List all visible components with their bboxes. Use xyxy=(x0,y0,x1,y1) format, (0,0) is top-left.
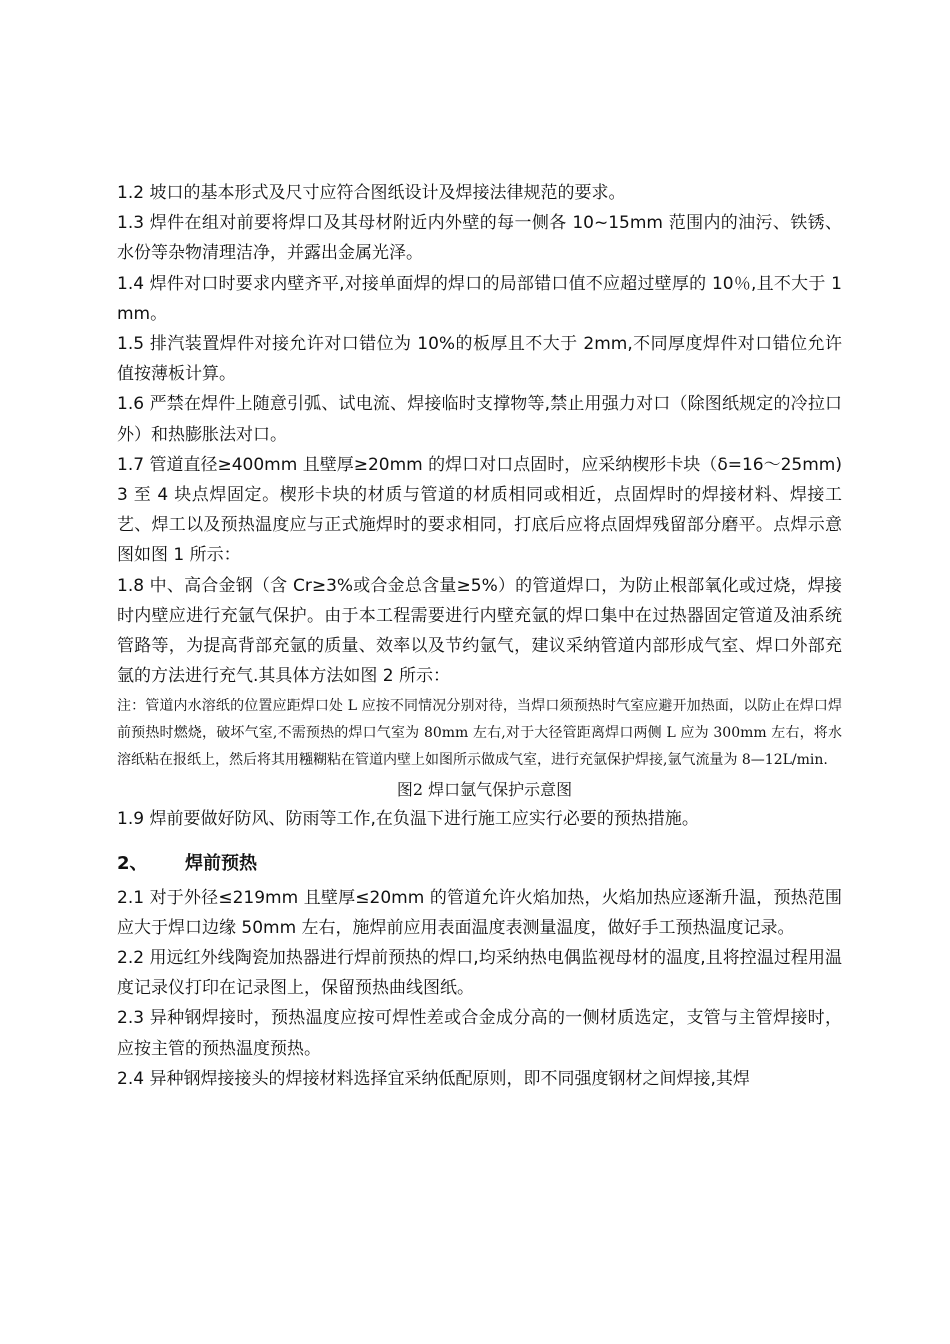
figure-caption: 图2 焊口氩气保护示意图 xyxy=(396,780,573,800)
paragraph-1-3: 1.3 焊件在组对前要将焊口及其母材附近内外壁的每一侧各 10~15mm 范围内的油污、铁锈、水份等杂物清理洁净，并露出金属光泽。 xyxy=(117,213,842,264)
section-title: 焊前预热 xyxy=(185,852,257,874)
note-paragraph: 注：管道内水溶纸的位置应距焊口处 L 应按不同情况分别对待，当焊口须预热时气室应避开加热面，以防止在焊口焊前预热时燃烧，破坏气室,不需预热的焊口气室为 80mm 左右,对于大径管距离焊口两侧 L 应为 300mm 左右，将水溶纸粘在报纸上，然后将其用糨糊粘在管道内壁上如图所示做成气室，进行充氩保护焊接,氩气流量为 8—12L/min. xyxy=(117,698,842,769)
paragraph-2-3: 2.3 异种钢焊接时，预热温度应按可焊性差或合金成分高的一侧材质选定，支管与主管焊接时，应按主管的预热温度预热。 xyxy=(117,1008,842,1059)
section-heading xyxy=(117,849,842,879)
paragraph-2-4: 2.4 异种钢焊接接头的焊接材料选择宜采纳低配原则，即不同强度钢材之间焊接,其焊 xyxy=(117,1068,750,1089)
paragraph-1-4: 1.4 焊件对口时要求内壁齐平,对接单面焊的焊口的局部错口值不应超过壁厚的 10％,且不大于 1mm。 xyxy=(117,273,842,324)
paragraph-2-1: 2.1 对于外径≤219mm 且壁厚≤20mm 的管道允许火焰加热，火焰加热应逐渐升温，预热范围应大于焊口边缘 50mm 左右，施焊前应用表面温度表测量温度，做好手工预热温度记录。 xyxy=(117,887,842,938)
paragraph-1-5: 1.5 排汽装置焊件对接允许对口错位为 10%的板厚且不大于 2mm,不同厚度焊件对口错位允许值按薄板计算。 xyxy=(117,334,842,385)
paragraph-2-2: 2.2 用远红外线陶瓷加热器进行焊前预热的焊口,均采纳热电偶监视母材的温度,且将控温过程用温度记录仪打印在记录图上，保留预热曲线图纸。 xyxy=(117,948,842,999)
paragraph-1-7: 1.7 管道直径≥400mm 且壁厚≥20mm 的焊口对口点固时，应采纳楔形卡块（δ=16～25mm)3 至 4 块点焊固定。楔形卡块的材质与管道的材质相同或相近，点固焊时的焊接材料、焊接工艺、焊工以及预热温度应与正式施焊时的要求相同，打底后应将点固焊残留部分磨平。点焊示意图如图 1 所示： xyxy=(117,454,842,566)
paragraph-1-6: 1.6 严禁在焊件上随意引弧、试电流、焊接临时支撑物等,禁止用强力对口（除图纸规定的冷拉口外）和热膨胀法对口。 xyxy=(117,394,842,445)
section-number: 2、 xyxy=(117,852,148,874)
document-page xyxy=(117,178,842,1094)
paragraph-1-8: 1.8 中、高合金钢（含 Cr≥3%或合金总含量≥5%）的管道焊口，为防止根部氧化或过烧，焊接时内壁应进行充氩气保护。由于本工程需要进行内壁充氩的焊口集中在过热器固定管道及油系统管路等，为提高背部充氩的质量、效率以及节约氩气，建议采纳管道内部形成气室、焊口外部充氩的方法进行充气.其具体方法如图 2 所示： xyxy=(117,575,842,687)
paragraph-1-9: 1.9 焊前要做好防风、防雨等工作,在负温下进行施工应实行必要的预热措施。 xyxy=(117,809,699,830)
paragraph-1-2: 1.2 坡口的基本形式及尺寸应符合图纸设计及焊接法律规范的要求。 xyxy=(117,183,626,203)
